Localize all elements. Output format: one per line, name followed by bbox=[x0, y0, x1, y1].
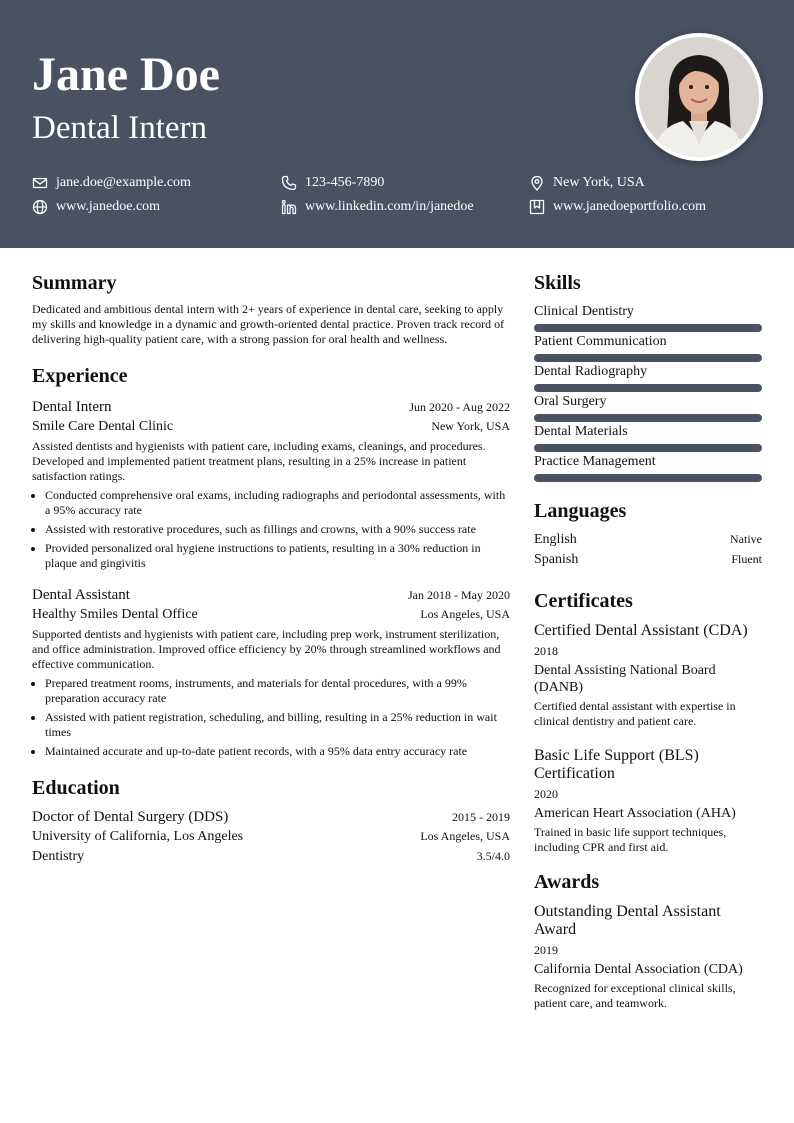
education-heading: Education bbox=[32, 777, 120, 799]
skill-item bbox=[534, 302, 762, 332]
job-bullet: • Prepared treatment rooms, instruments, and materials for dental procedures, with a 99% preparation accuracy rate bbox=[45, 676, 510, 706]
experience-entry bbox=[32, 397, 510, 571]
languages-section bbox=[534, 498, 762, 570]
certificate-year: 2018 bbox=[534, 644, 558, 658]
skill-name: Dental Materials bbox=[534, 424, 628, 439]
job-role: Dental Intern bbox=[32, 399, 112, 415]
phone-icon bbox=[281, 175, 297, 191]
certificate-item bbox=[534, 747, 762, 855]
experience-entry bbox=[32, 585, 510, 759]
contact-website[interactable] bbox=[32, 196, 160, 218]
skill-bar bbox=[534, 414, 762, 422]
language-name: Spanish bbox=[534, 552, 579, 567]
email-text: jane.doe@example.com bbox=[56, 175, 191, 190]
summary-text: Dedicated and ambitious dental intern with 2+ years of experience in dental care, seeking to apply my skills and knowledge in a dynamic and growth-oriented dental practice. Proven track record of delivering high-quality patient care, with a strong passion for oral health and wellness. bbox=[32, 302, 505, 346]
job-location: New York, USA bbox=[431, 419, 510, 433]
education-degree: Doctor of Dental Surgery (DDS) bbox=[32, 809, 229, 825]
awards-section bbox=[534, 869, 762, 1011]
award-item bbox=[534, 903, 762, 1011]
skill-bar bbox=[534, 354, 762, 362]
certificate-issuer: American Heart Association (AHA) bbox=[534, 806, 736, 821]
linkedin-text: www.linkedin.com/in/janedoe bbox=[305, 199, 474, 214]
job-location: Los Angeles, USA bbox=[420, 607, 510, 621]
skill-bar bbox=[534, 474, 762, 482]
certificate-issuer: Dental Assisting National Board (DANB) bbox=[534, 663, 716, 695]
award-description: Recognized for exceptional clinical skills, patient care, and teamwork. bbox=[534, 981, 736, 1010]
job-description: Supported dentists and hygienists with patient care, including prep work, instrument sterilization, and office administration. Improved office efficiency by 20% through streamlined workflows and effective communication. bbox=[32, 627, 501, 671]
globe-icon bbox=[32, 199, 48, 215]
skills-section bbox=[534, 270, 762, 482]
job-bullet: • Maintained accurate and up-to-date patient records, with a 95% data entry accuracy rate bbox=[45, 744, 510, 759]
job-org: Healthy Smiles Dental Office bbox=[32, 607, 198, 622]
certificate-item bbox=[534, 622, 762, 729]
skill-name: Dental Radiography bbox=[534, 364, 648, 379]
skills-heading: Skills bbox=[534, 272, 581, 294]
education-dates: 2015 - 2019 bbox=[452, 810, 510, 824]
education-gpa: 3.5/4.0 bbox=[476, 849, 510, 863]
certificate-description: Trained in basic life support techniques, including CPR and first aid. bbox=[534, 825, 727, 854]
job-bullets bbox=[32, 488, 510, 571]
portfolio-text: www.janedoeportfolio.com bbox=[553, 199, 707, 214]
location-text: New York, USA bbox=[553, 175, 645, 190]
education-field: Dentistry bbox=[32, 849, 85, 864]
skill-item bbox=[534, 392, 762, 422]
summary-section bbox=[32, 270, 510, 347]
job-dates: Jun 2020 - Aug 2022 bbox=[409, 400, 510, 414]
education-school: University of California, Los Angeles bbox=[32, 829, 244, 844]
skill-bar bbox=[534, 324, 762, 332]
portfolio-icon bbox=[529, 199, 545, 215]
contact-linkedin[interactable] bbox=[281, 196, 474, 218]
candidate-name: Jane Doe bbox=[32, 48, 220, 101]
award-year: 2019 bbox=[534, 943, 558, 957]
awards-heading: Awards bbox=[534, 871, 600, 893]
contact-email[interactable] bbox=[32, 172, 191, 194]
education-section bbox=[32, 775, 510, 867]
experience-heading: Experience bbox=[32, 365, 128, 387]
job-bullet: • Assisted with patient registration, scheduling, and billing, resulting in a 25% reduction in wait times bbox=[45, 710, 510, 740]
candidate-title: Dental Intern bbox=[32, 110, 208, 146]
certificate-description: Certified dental assistant with expertise in clinical dentistry and patient care. bbox=[534, 699, 736, 728]
phone-text: 123-456-7890 bbox=[305, 175, 385, 190]
main-column bbox=[32, 270, 510, 867]
skill-item bbox=[534, 452, 762, 482]
contact-phone[interactable] bbox=[281, 172, 384, 194]
profile-photo bbox=[635, 33, 763, 161]
certificates-section bbox=[534, 588, 762, 855]
language-level: Native bbox=[730, 532, 762, 546]
job-description: Assisted dentists and hygienists with patient care, including exams, cleanings, and procedures. Developed and implemented patient treatment plans, resulting in a 25% increase in patient satisfaction ratings. bbox=[32, 439, 486, 483]
certificates-heading: Certificates bbox=[534, 590, 633, 612]
profile-photo-image bbox=[639, 37, 759, 157]
language-item bbox=[534, 530, 762, 550]
resume-header bbox=[0, 0, 794, 248]
summary-heading: Summary bbox=[32, 272, 117, 294]
certificate-title: Certified Dental Assistant (CDA) bbox=[534, 622, 748, 639]
job-bullets bbox=[32, 676, 510, 759]
skill-item bbox=[534, 422, 762, 452]
skill-name: Practice Management bbox=[534, 454, 656, 469]
award-issuer: California Dental Association (CDA) bbox=[534, 962, 743, 977]
award-title: Outstanding Dental Assistant Award bbox=[534, 903, 721, 938]
job-bullet: • Assisted with restorative procedures, such as fillings and crowns, with a 90% success rate bbox=[45, 522, 510, 537]
contact-location bbox=[529, 172, 645, 194]
experience-section bbox=[32, 363, 510, 759]
language-level: Fluent bbox=[731, 552, 762, 566]
skill-item bbox=[534, 332, 762, 362]
certificate-title: Basic Life Support (BLS) Certification bbox=[534, 747, 699, 782]
job-dates: Jan 2018 - May 2020 bbox=[408, 588, 510, 602]
job-bullet: • Provided personalized oral hygiene instructions to patients, resulting in a 30% reduction in plaque and gingivitis bbox=[45, 541, 510, 571]
location-pin-icon bbox=[529, 175, 545, 191]
side-column bbox=[534, 270, 762, 1011]
job-role: Dental Assistant bbox=[32, 587, 130, 603]
skill-name: Patient Communication bbox=[534, 334, 667, 349]
contact-portfolio[interactable] bbox=[529, 196, 706, 218]
language-item bbox=[534, 550, 762, 570]
skill-name: Oral Surgery bbox=[534, 394, 607, 409]
education-location: Los Angeles, USA bbox=[420, 829, 510, 843]
job-bullet: • Conducted comprehensive oral exams, including radiographs and periodontal assessments, with a 95% accuracy rate bbox=[45, 488, 510, 518]
job-org: Smile Care Dental Clinic bbox=[32, 419, 174, 434]
website-text: www.janedoe.com bbox=[56, 199, 161, 214]
skill-bar bbox=[534, 444, 762, 452]
skill-bar bbox=[534, 384, 762, 392]
skill-name: Clinical Dentistry bbox=[534, 304, 634, 319]
mail-icon bbox=[32, 175, 48, 191]
language-name: English bbox=[534, 532, 577, 547]
languages-heading: Languages bbox=[534, 500, 627, 522]
certificate-year: 2020 bbox=[534, 787, 558, 801]
skill-item bbox=[534, 362, 762, 392]
linkedin-icon bbox=[281, 199, 297, 215]
